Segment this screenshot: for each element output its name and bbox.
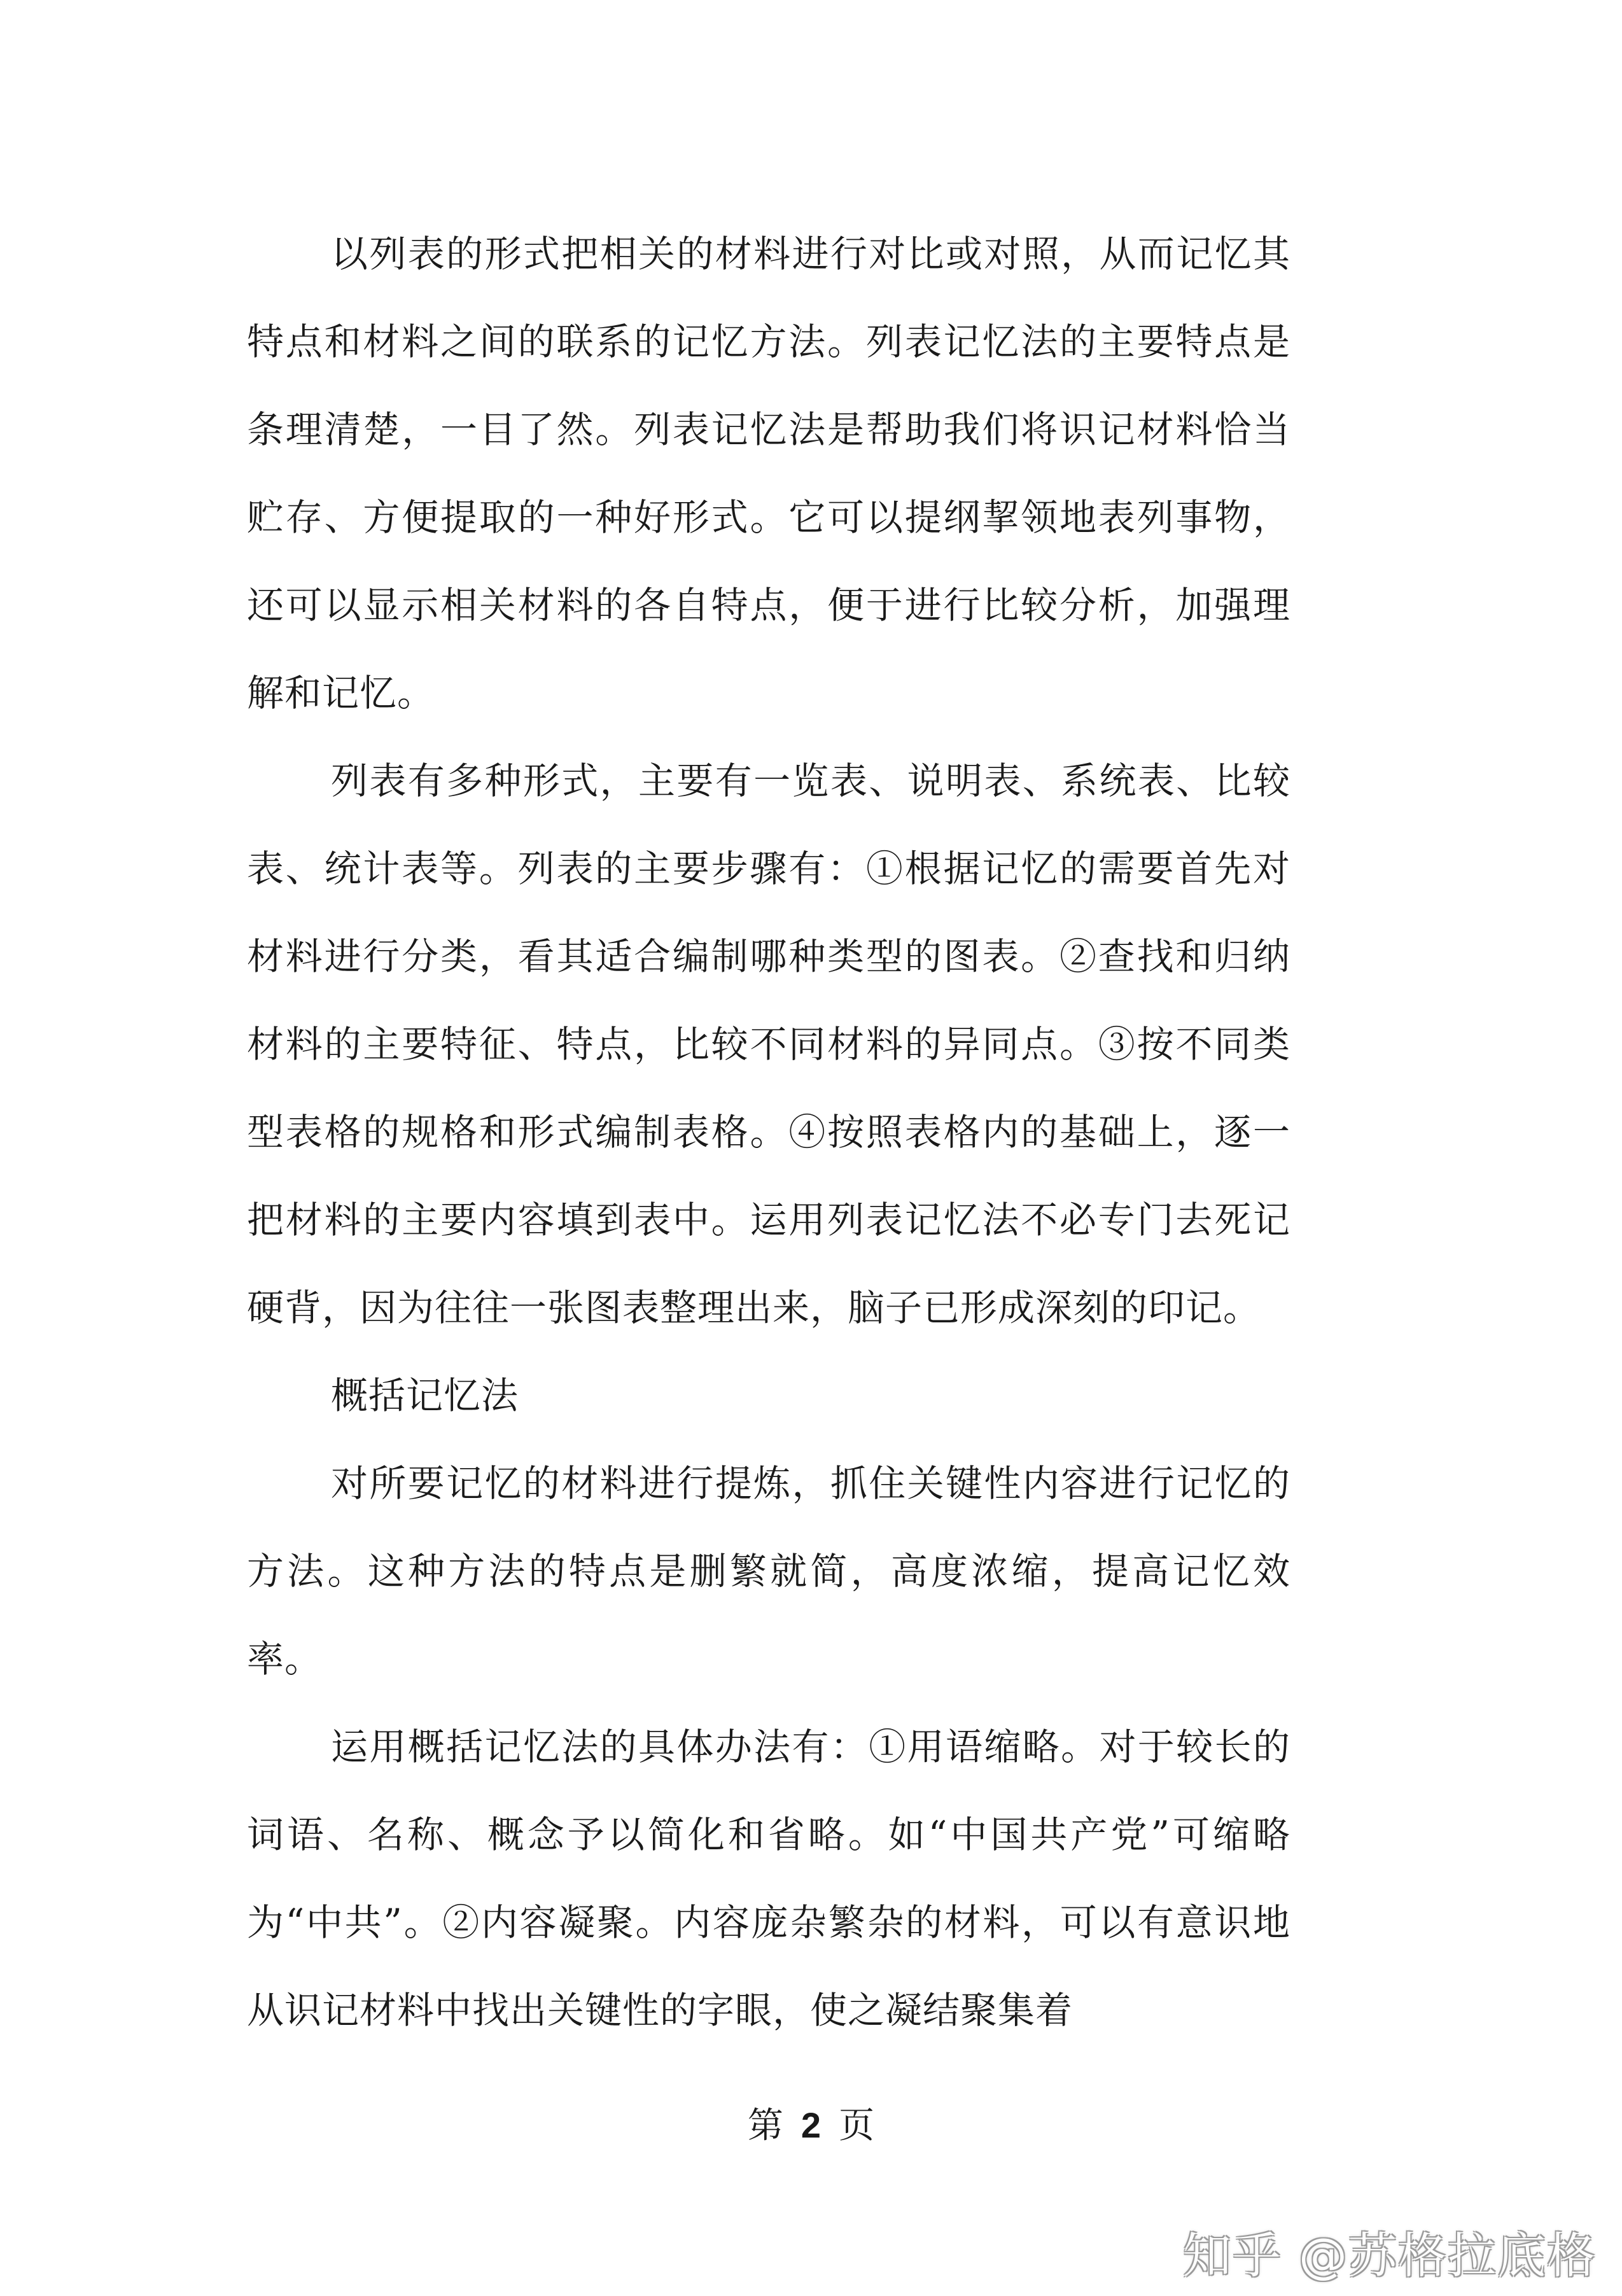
page-number: 2 bbox=[801, 2105, 821, 2145]
page-footer bbox=[0, 2100, 1622, 2152]
paragraph-list-forms: 列表有多种形式，主要有一览表、说明表、系统表、比较表、统计表等。列表的主要步骤有：①根据记忆的需要首先对材料进行分类，看其适合编制哪种类型的图表。②查找和归纳材料的主要特征、特点，比较不同材料的异同点。③按不同类型表格的规格和形式编制表格。④按照表格内的基础上，逐一把材料的主要内容填到表中。运用列表记忆法不必专门去死记硬背，因为往往一张图表整理出来，脑子已形成深刻的印记。 bbox=[247, 759, 1290, 1329]
section-heading-summary-method: 概括记忆法 bbox=[331, 1374, 519, 1417]
paragraph-summary-definition: 对所要记忆的材料进行提炼，抓住关键性内容进行记忆的方法。这种方法的特点是删繁就简，高度浓缩，提高记忆效率。 bbox=[247, 1462, 1290, 1681]
footer-suffix: 页 bbox=[839, 2105, 875, 2146]
paragraph-summary-techniques: 运用概括记忆法的具体办法有：①用语缩略。对于较长的词语、名称、概念予以简化和省略。如“中国共产党”可缩略为“中共”。②内容凝聚。内容庞杂繁杂的材料，可以有意识地从识记材料中找出关键性的字眼，使之凝结聚集着 bbox=[247, 1725, 1290, 2032]
zhihu-watermark: 知乎 @苏格拉底格 bbox=[1182, 2227, 1597, 2284]
paragraph-list-method: 以列表的形式把相关的材料进行对比或对照，从而记忆其特点和材料之间的联系的记忆方法。列表记忆法的主要特点是条理清楚，一目了然。列表记忆法是帮助我们将识记材料恰当贮存、方便提取的一种好形式。它可以提纲挈领地表列事物，还可以显示相关材料的各自特点，便于进行比较分析，加强理解和记忆。 bbox=[247, 232, 1290, 715]
footer-prefix: 第 bbox=[747, 2105, 783, 2146]
document-body bbox=[247, 210, 1290, 2054]
